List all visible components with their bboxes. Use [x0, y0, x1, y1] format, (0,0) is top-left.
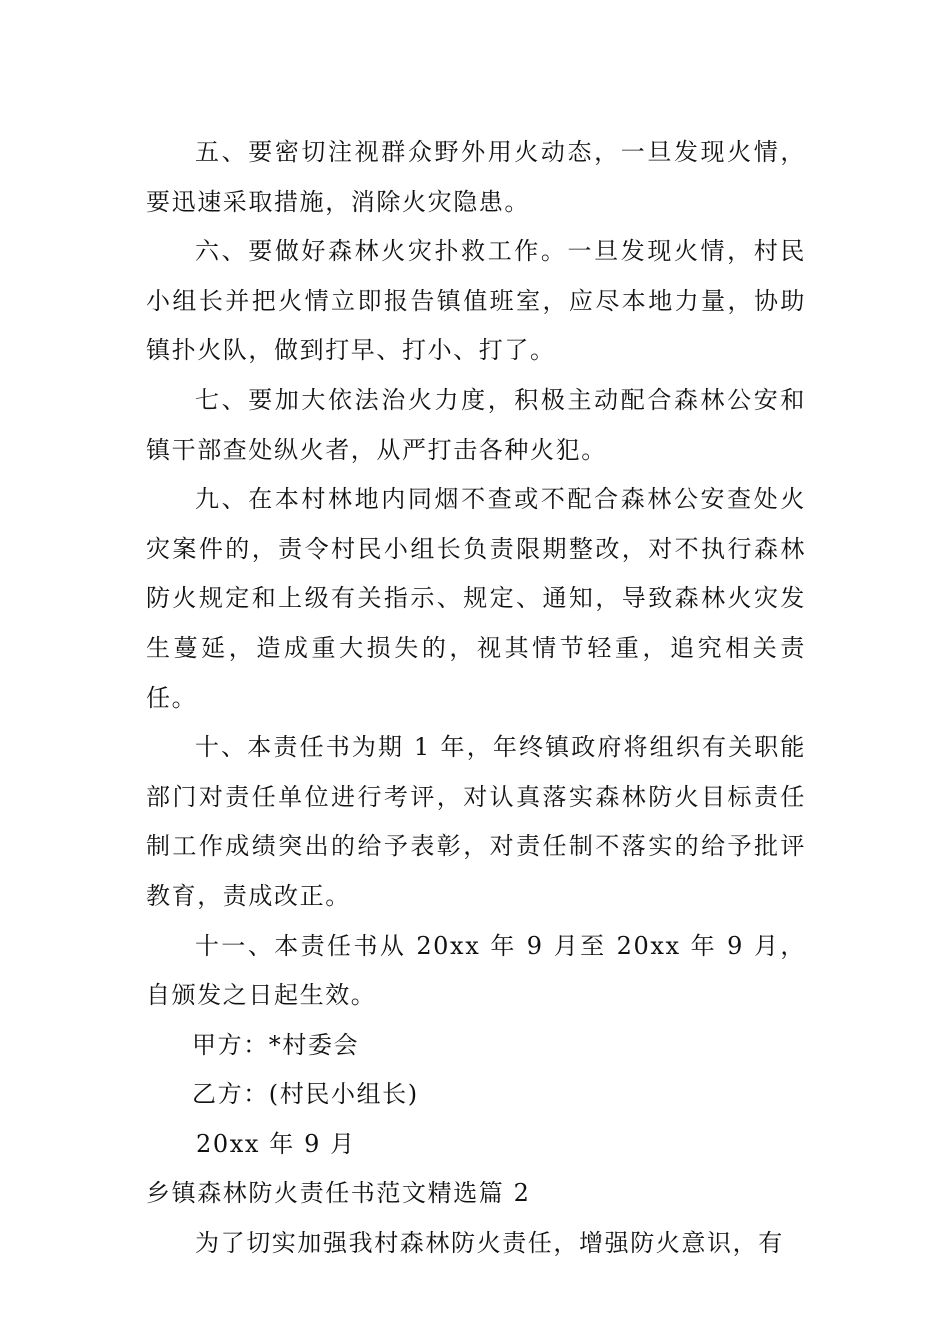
paragraph-intro: 为了切实加强我村森林防火责任，增强防火意识，有 [195, 1229, 784, 1258]
paragraph-item-7: 七、要加大依法治火力度，积极主动配合森林公安和镇干部查处纵火者，从严打击各种火犯。 [146, 385, 806, 464]
paragraph-item-6: 六、要做好森林火灾扑救工作。一旦发现火情，村民小组长并把火情立即报告镇值班室，应尽本地力量，协助镇扑火队，做到打早、打小、打了。 [146, 237, 806, 365]
section-heading: 乡镇森林防火责任书范文精选篇 2 [146, 1179, 531, 1208]
document-page [146, 128, 806, 1269]
paragraph-item-5: 五、要密切注视群众野外用火动态，一旦发现火情，要迅速采取措施，消除火灾隐患。 [146, 138, 806, 216]
date-line: 20xx 年 9 月 [196, 1129, 356, 1158]
paragraph-item-11: 十一、本责任书从 20xx 年 9 月至 20xx 年 9 月，自颁发之日起生效。 [146, 931, 806, 1010]
paragraph-item-10: 十、本责任书为期 1 年，年终镇政府将组织有关职能部门对责任单位进行考评，对认真落实森林防火目标责任制工作成绩突出的给予表彰，对责任制不落实的给予批评教育，责成改正。 [146, 733, 806, 910]
party-b-line: 乙方：(村民小组长) [192, 1080, 419, 1109]
paragraph-item-9: 九、在本村林地内同烟不查或不配合森林公安查处火灾案件的，责令村民小组长负责限期整改，对不执行森林防火规定和上级有关指示、规定、通知，导致森林火灾发生蔓延，造成重大损失的，视其情节轻重，追究相关责任。 [146, 485, 806, 712]
party-a-line: 甲方：*村委会 [192, 1030, 360, 1059]
